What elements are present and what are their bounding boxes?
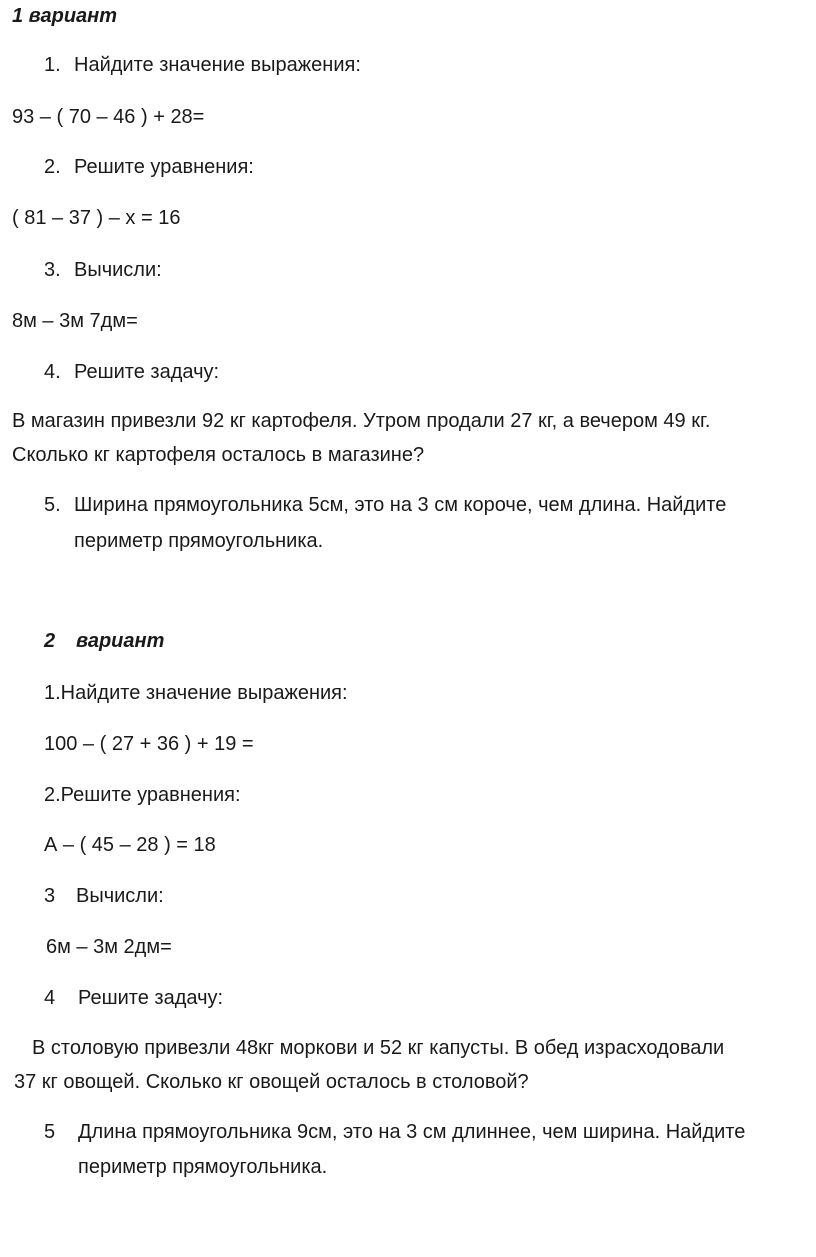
v2-task4-text: Решите задачу: — [78, 987, 224, 1009]
v1-task5-text: Ширина прямоугольника 5см, это на 3 см короче, чем длина. Найдите — [74, 494, 727, 516]
v2-task3-number: 3 — [44, 885, 56, 907]
v1-task3-text: Вычисли: — [74, 259, 162, 281]
v1-task4-text: Решите задачу: — [74, 361, 220, 383]
variant2-heading-word: вариант — [76, 630, 165, 652]
v1-task2 — [44, 155, 254, 179]
v2-problem-line1: В столовую привезли 48кг моркови и 52 кг капусты. В обед израсходовали — [32, 1037, 725, 1059]
v2-task4 — [44, 986, 223, 1010]
v2-compute: 6м – 3м 2дм= — [46, 936, 172, 958]
v1-task1 — [44, 53, 361, 77]
variant1-heading: 1 вариант — [12, 5, 118, 27]
v2-task5-line2: периметр прямоугольника. — [78, 1156, 328, 1178]
v1-task5-number: 5. — [44, 494, 61, 516]
v2-task5 — [44, 1120, 745, 1144]
v2-task4-number: 4 — [44, 987, 56, 1009]
v2-equation: А – ( 45 – 28 ) = 18 — [44, 834, 216, 856]
v1-problem-line1: В магазин привезли 92 кг картофеля. Утром продали 27 кг, а вечером 49 кг. — [12, 410, 711, 432]
v2-task3-text: Вычисли: — [76, 885, 164, 907]
v2-problem-line2: 37 кг овощей. Сколько кг овощей осталось в столовой? — [14, 1071, 529, 1093]
v2-task3 — [44, 884, 164, 908]
v1-task2-number: 2. — [44, 156, 61, 178]
v1-task3 — [44, 258, 162, 282]
v2-expression: 100 – ( 27 + 36 ) + 19 = — [44, 733, 254, 755]
v1-expression: 93 – ( 70 – 46 ) + 28= — [12, 106, 205, 128]
v1-compute: 8м – 3м 7дм= — [12, 310, 138, 332]
v1-task1-number: 1. — [44, 54, 61, 76]
v1-task2-text: Решите уравнения: — [74, 156, 254, 178]
v2-task5-number: 5 — [44, 1121, 56, 1143]
v2-task2: 2.Решите уравнения: — [44, 784, 241, 806]
v2-task1: 1.Найдите значение выражения: — [44, 682, 348, 704]
v1-task1-text: Найдите значение выражения: — [74, 54, 361, 76]
v1-task5-line2: периметр прямоугольника. — [74, 530, 324, 552]
v1-equation: ( 81 – 37 ) – х = 16 — [12, 207, 181, 229]
variant2-heading — [44, 629, 164, 653]
v2-task5-text: Длина прямоугольника 9см, это на 3 см длиннее, чем ширина. Найдите — [78, 1121, 746, 1143]
v1-task4 — [44, 360, 219, 384]
variant2-heading-number: 2 — [44, 630, 56, 652]
v1-problem-line2: Сколько кг картофеля осталось в магазине? — [12, 444, 425, 466]
v1-task3-number: 3. — [44, 259, 61, 281]
v1-task4-number: 4. — [44, 361, 61, 383]
v1-task5 — [44, 493, 726, 517]
